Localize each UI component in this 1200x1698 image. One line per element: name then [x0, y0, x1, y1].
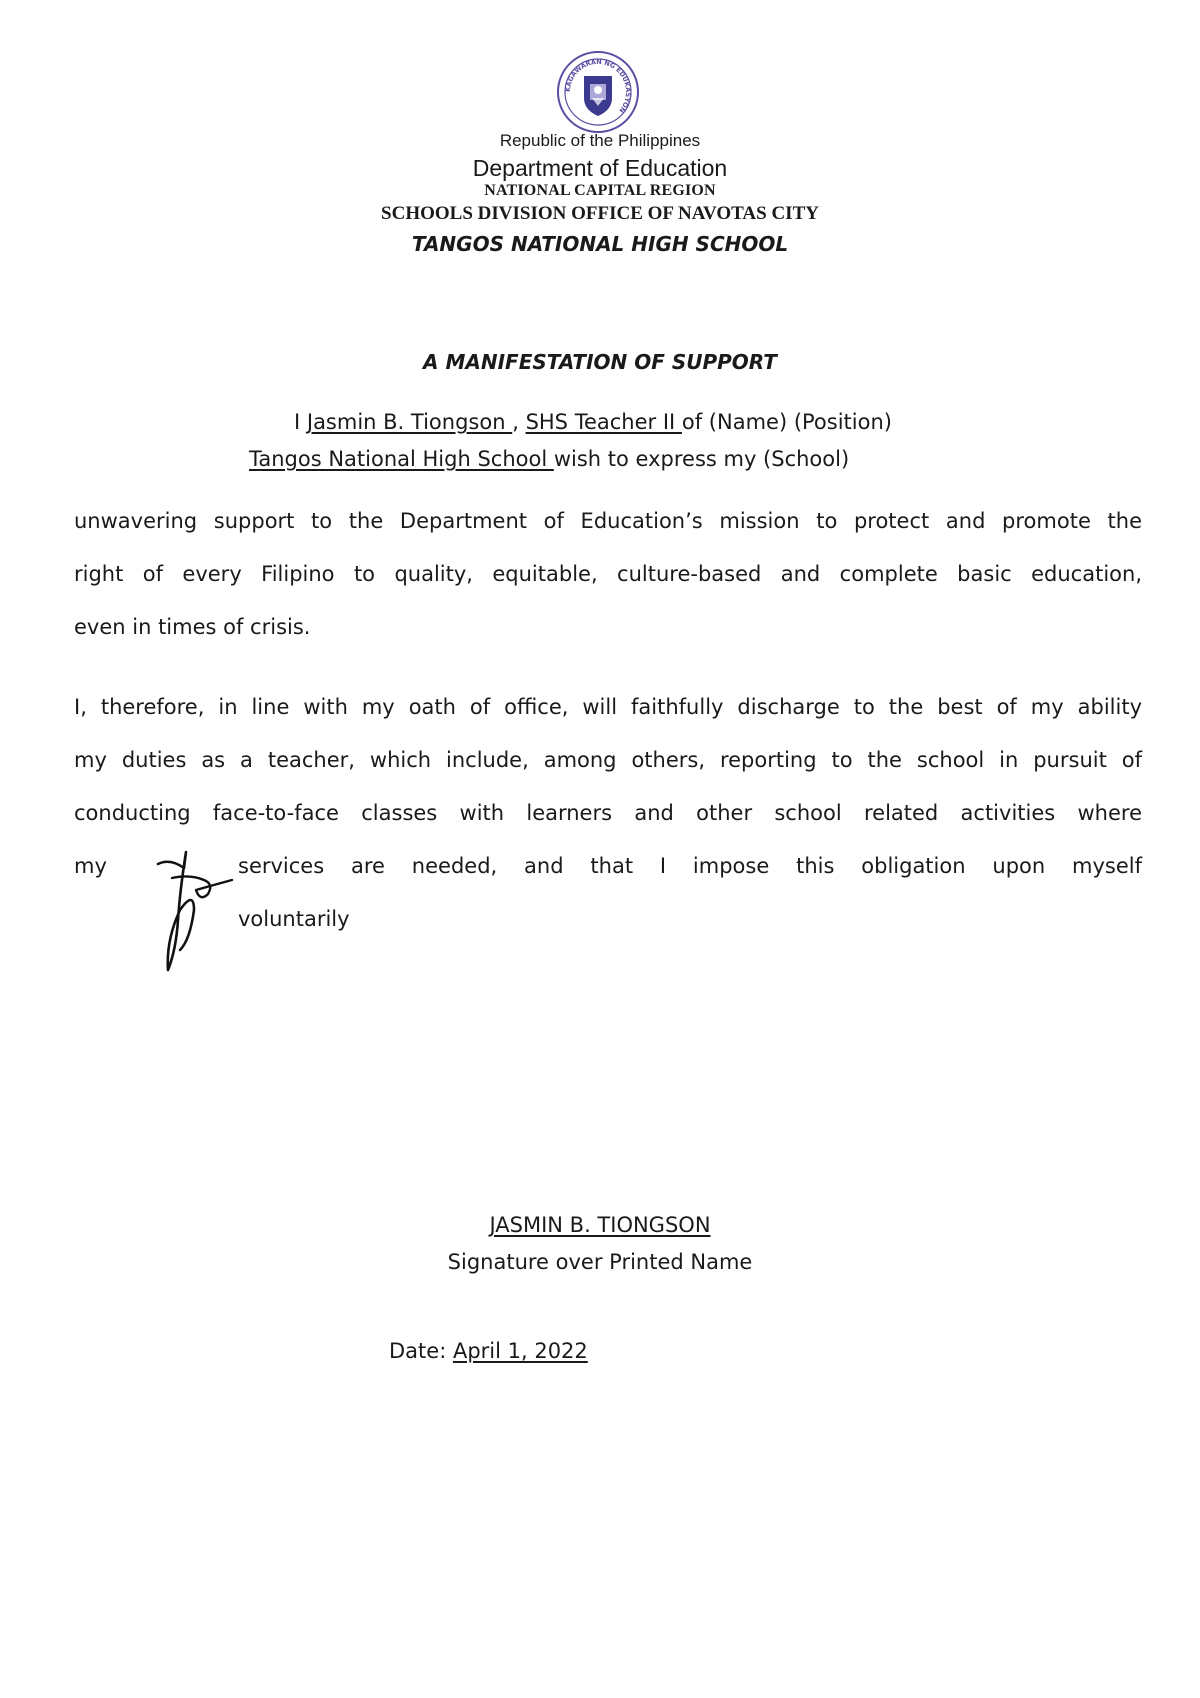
svg-text:KAGAWARAN NG EDUKASYON: KAGAWARAN NG EDUKASYON	[563, 57, 633, 115]
handwritten-signature	[150, 850, 234, 974]
intro-comma: ,	[512, 410, 526, 434]
paragraph-2-line: services are needed, and that I impose this obligation upon myself	[238, 854, 1142, 878]
intro-line-2	[249, 447, 849, 471]
school-name: TANGOS NATIONAL HIGH SCHOOL	[411, 232, 789, 256]
paragraph-2-line: I, therefore, in line with my oath of office, will faithfully discharge to the best of my ability	[74, 695, 1142, 719]
paragraph-2-line: voluntarily	[238, 907, 350, 931]
department-line: Department of Education	[472, 155, 728, 181]
deped-seal	[556, 50, 640, 134]
paragraph-1	[74, 495, 1142, 654]
intro-express: wish to express my (School)	[553, 447, 850, 471]
paragraph-1-line: even in times of crisis.	[74, 615, 311, 639]
division-line: SCHOOLS DIVISION OFFICE OF NAVOTAS CITY	[381, 203, 819, 224]
document-title: A MANIFESTATION OF SUPPORT	[423, 350, 777, 374]
paragraph-1-line: unwavering support to the Department of Education’s mission to protect and promote the	[74, 509, 1142, 533]
signature-caption: Signature over Printed Name	[447, 1250, 753, 1274]
intro-labels: of (Name) (Position)	[681, 410, 892, 434]
printed-name-text: JASMIN B. TIONGSON	[489, 1213, 711, 1237]
paragraph-2-rest	[238, 840, 1142, 946]
school-field: Tangos National High School	[249, 447, 554, 471]
date-label: Date:	[389, 1339, 453, 1363]
paragraph-2	[74, 681, 1142, 840]
teacher-name-field: Jasmin B. Tiongson	[306, 410, 513, 434]
date-line	[389, 1339, 588, 1363]
intro-line-1	[294, 410, 892, 434]
intro-i: I	[294, 410, 307, 434]
paragraph-2-my: my	[74, 854, 107, 878]
paragraph-1-line: right of every Filipino to quality, equitable, culture-based and complete basic education,	[74, 562, 1142, 586]
printed-name	[0, 1213, 1200, 1237]
position-field: SHS Teacher II	[525, 410, 682, 434]
date-value: April 1, 2022	[452, 1339, 588, 1363]
paragraph-2-line: my duties as a teacher, which include, among others, reporting to the school in pursuit of	[74, 748, 1142, 772]
region-line: NATIONAL CAPITAL REGION	[484, 182, 716, 199]
republic-line: Republic of the Philippines	[499, 131, 701, 150]
paragraph-2-line: conducting face-to-face classes with learners and other school related activities where	[74, 801, 1142, 825]
